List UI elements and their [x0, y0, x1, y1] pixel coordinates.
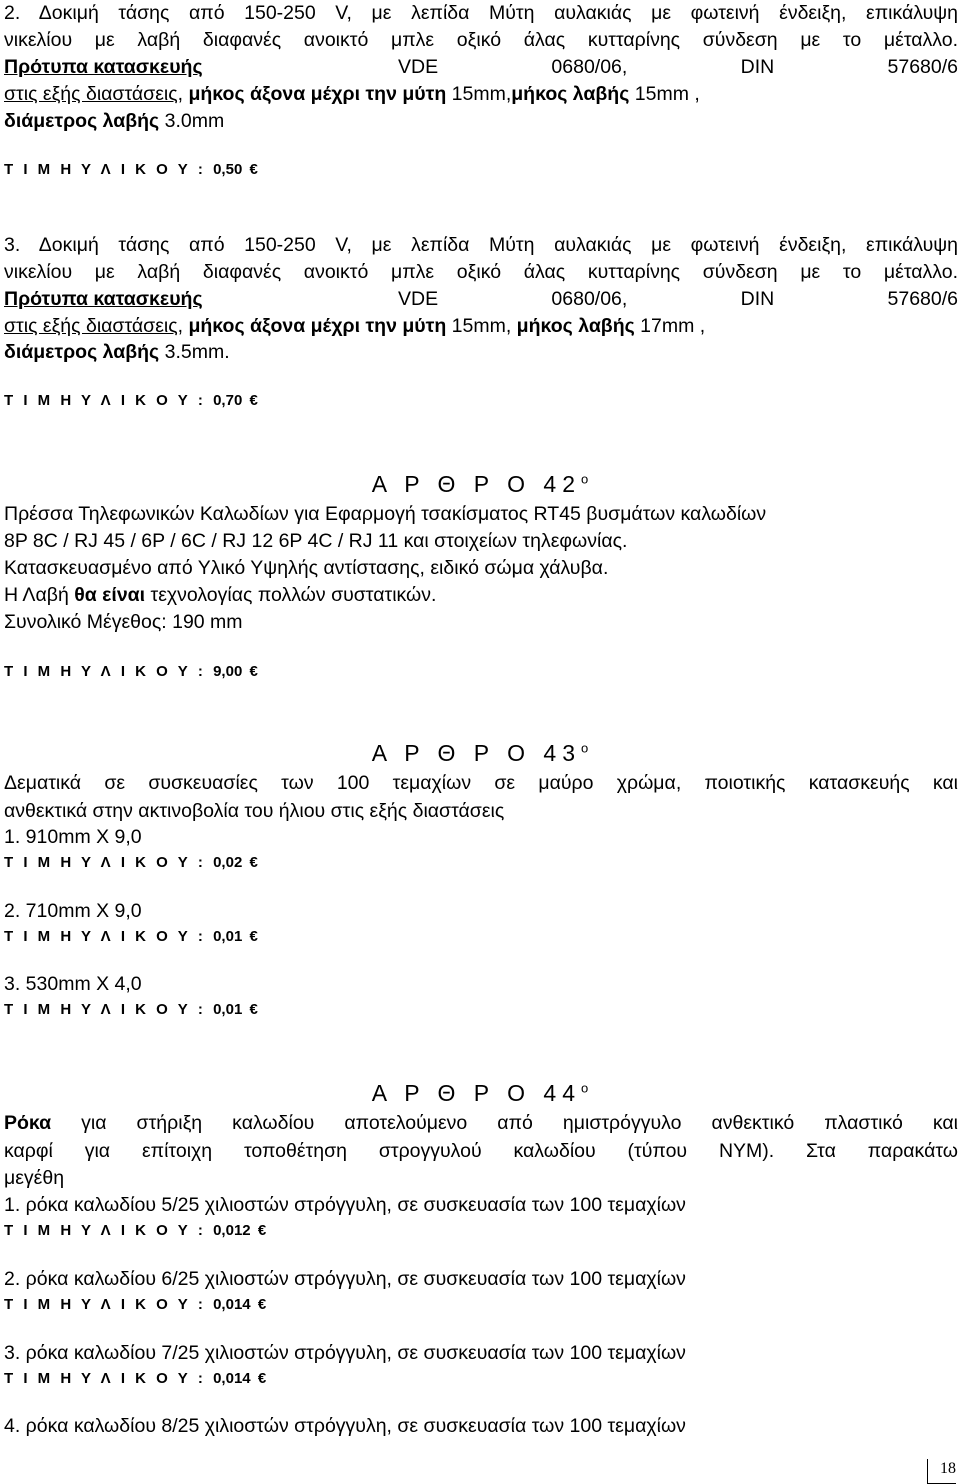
art44-item2: 2. ρόκα καλωδίου 6/25 χιλιοστών στρόγγυλη, σε συσκευασία των 100 τεμαχίων	[4, 1268, 686, 1290]
article-43-heading: Α Ρ Θ Ρ Ο $43^o$	[371, 740, 589, 766]
item2-line5: διάμετρος λαβής 3.0mm	[4, 110, 225, 132]
standards-value: VDE 0680/06, DIN 57680/6	[398, 288, 958, 310]
art42-line4: Η Λαβή θα είναι τεχνολογίας πολλών συστατικών.	[4, 584, 437, 606]
art44-item3: 3. ρόκα καλωδίου 7/25 χιλιοστών στρόγγυλη, σε συσκευασία των 100 τεμαχίων	[4, 1342, 686, 1364]
art43-line1: Δεματικά σε συσκευασίες των 100 τεμαχίων σε μαύρο χρώμα, ποιοτικής κατασκευής και	[4, 772, 958, 794]
art44-line2: καρφί για επίτοιχη τοποθέτηση στρογγυλού καλωδίου (τύπου ΝΥΜ). Στα παρακάτω	[4, 1140, 958, 1162]
item3-line4: στις εξής διαστάσεις, μήκος άξονα μέχρι την μύτη 15mm, μήκος λαβής 17mm ,	[4, 315, 706, 337]
art43-item3: 3. 530mm X 4,0	[4, 973, 142, 995]
art42-line1: Πρέσσα Τηλεφωνικών Καλωδίων για Εφαρμογή τσακίσματος RT45 βυσμάτων καλωδίων	[4, 503, 767, 525]
item3-line2: νικελίου με λαβή διαφανές ανοικτό μπλε οξικό άλας κυτταρίνης σύνδεση με το μέταλλο.	[4, 261, 958, 283]
art43-item2-price: Τ Ι Μ Η Υ Λ Ι Κ Ο Υ : 0,01 €	[4, 928, 258, 945]
art43-item1: 1. 910mm X 9,0	[4, 826, 142, 848]
item2-line4: στις εξής διαστάσεις, μήκος άξονα μέχρι την μύτη 15mm,μήκος λαβής 15mm ,	[4, 83, 700, 105]
art44-item1-price: Τ Ι Μ Η Υ Λ Ι Κ Ο Υ : 0,012 €	[4, 1222, 267, 1239]
page-number: 18	[927, 1459, 956, 1484]
art44-item4: 4. ρόκα καλωδίου 8/25 χιλιοστών στρόγγυλη, σε συσκευασία των 100 τεμαχίων	[4, 1415, 686, 1437]
standards-heading: Πρότυπα κατασκευής	[4, 288, 203, 310]
art44-item2-price: Τ Ι Μ Η Υ Λ Ι Κ Ο Υ : 0,014 €	[4, 1296, 267, 1313]
item2-line3	[4, 56, 958, 79]
item3-line1: 3. Δοκιμή τάσης από 150-250 V, με λεπίδα Μύτη αυλακιάς με φωτεινή ένδειξη, επικάλυψη	[4, 234, 958, 256]
art44-line3: μεγέθη	[4, 1167, 65, 1189]
art44-item3-price: Τ Ι Μ Η Υ Λ Ι Κ Ο Υ : 0,014 €	[4, 1370, 267, 1387]
art43-item3-price: Τ Ι Μ Η Υ Λ Ι Κ Ο Υ : 0,01 €	[4, 1001, 258, 1018]
art42-line5: Συνολικό Μέγεθος: 190 mm	[4, 611, 243, 633]
art44-line1: Ρόκα για στήριξη καλωδίου αποτελούμενο από ημιστρόγγυλο ανθεκτικό πλαστικό και	[4, 1112, 958, 1134]
art42-line3: Κατασκευασμένο από Υλικό Υψηλής αντίστασης, ειδικό σώμα χάλυβα.	[4, 557, 609, 579]
standards-heading: Πρότυπα κατασκευής	[4, 56, 203, 78]
item2-line2: νικελίου με λαβή διαφανές ανοικτό μπλε οξικό άλας κυτταρίνης σύνδεση με το μέταλλο.	[4, 29, 958, 51]
standards-value: VDE 0680/06, DIN 57680/6	[398, 56, 958, 78]
art42-price: Τ Ι Μ Η Υ Λ Ι Κ Ο Υ : 9,00 €	[4, 663, 258, 680]
art44-item1: 1. ρόκα καλωδίου 5/25 χιλιοστών στρόγγυλη, σε συσκευασία των 100 τεμαχίων	[4, 1194, 686, 1216]
art42-line2: 8P 8C / RJ 45 / 6P / 6C / RJ 12 6P 4C / RJ 11 και στοιχείων τηλεφωνίας.	[4, 530, 628, 552]
art43-line2: ανθεκτικά στην ακτινοβολία του ήλιου στις εξής διαστάσεις	[4, 800, 505, 822]
art43-item1-price: Τ Ι Μ Η Υ Λ Ι Κ Ο Υ : 0,02 €	[4, 854, 258, 871]
item2-line1: 2. Δοκιμή τάσης από 150-250 V, με λεπίδα Μύτη αυλακιάς με φωτεινή ένδειξη, επικάλυψη	[4, 2, 958, 24]
art43-item2: 2. 710mm X 9,0	[4, 900, 142, 922]
item2-price: Τ Ι Μ Η Υ Λ Ι Κ Ο Υ : 0,50 €	[4, 161, 258, 178]
article-42-heading: Α Ρ Θ Ρ Ο $42^o$	[371, 471, 589, 497]
item3-price: Τ Ι Μ Η Υ Λ Ι Κ Ο Υ : 0,70 €	[4, 392, 258, 409]
article-44-heading: Α Ρ Θ Ρ Ο $44^o$	[371, 1080, 589, 1106]
item3-line3	[4, 288, 958, 311]
item3-line5: διάμετρος λαβής 3.5mm.	[4, 341, 230, 363]
